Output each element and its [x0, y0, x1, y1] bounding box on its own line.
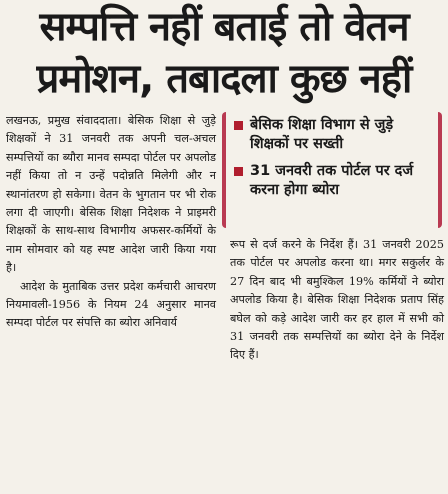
square-bullet-icon — [234, 167, 243, 176]
paragraph-1-text: बेसिक शिक्षा से जुड़े शिक्षकों ने 31 जनवरी तक अपनी चल-अचल सम्पत्तियों का ब्यौरा मानव सम्पदा पोर्टल पर अपलोड नहीं किया तो न उन्हें पदोन्नति मिलेगी और न स्थानांतरण हो सकेगा। वेतन के भुगतान पर भी रोक लगा दी जाएगी। बेसिक शिक्षा निदेशक ने प्राइमरी शिक्षकों के साथ-साथ विभागीय अफसर-कर्मियों के नाम सोमवार को यह स्पष्ट आदेश जारी किया गया है। — [6, 114, 216, 275]
headline — [6, 4, 442, 102]
article-paragraph-2: आदेश के मुताबिक उत्तर प्रदेश कर्मचारी आचरण नियमावली-1956 के नियम 24 अनुसार मानव सम्पदा पोर्टल पर संपत्ति का ब्योरा अनिवार्य — [6, 279, 216, 330]
highlight-text: 31 जनवरी तक पोर्टल पर दर्ज करना होगा ब्योरा — [250, 163, 414, 198]
headline-line-2: प्रमोशन, तबादला कुछ नहीं — [36, 56, 412, 102]
article-paragraph-3: रूप से दर्ज करने के निर्देश हैं। 31 जनवरी 2025 तक पोर्टल पर अपलोड करना था। मगर सकुर्लर के 27 दिन बाद भी बमुश्किल 19% कर्मियों ने ब्योरा अपलोड किया है। बेसिक शिक्षा निदेशक प्रताप सिंह बघेल को कड़े आदेश जारी कर हर हाल में सभी को 31 जनवरी तक सम्पत्तियों का ब्योरा देने के निर्देश दिए हैं। — [230, 238, 444, 362]
highlight-item — [234, 116, 432, 154]
highlight-text: बेसिक शिक्षा विभाग से जुड़े शिक्षकों पर सख्ती — [250, 117, 394, 152]
article-paragraph-1 — [6, 112, 216, 278]
headline-line-1: सम्पत्ति नहीं बताई तो वेतन — [39, 4, 409, 50]
square-bullet-icon — [234, 121, 243, 130]
article-column-right — [230, 236, 444, 365]
highlight-item — [234, 162, 432, 200]
article-column-left — [6, 112, 216, 333]
highlight-box — [222, 112, 442, 228]
article-body — [6, 112, 442, 462]
dateline: लखनऊ, प्रमुख संवाददाता। — [6, 114, 122, 127]
